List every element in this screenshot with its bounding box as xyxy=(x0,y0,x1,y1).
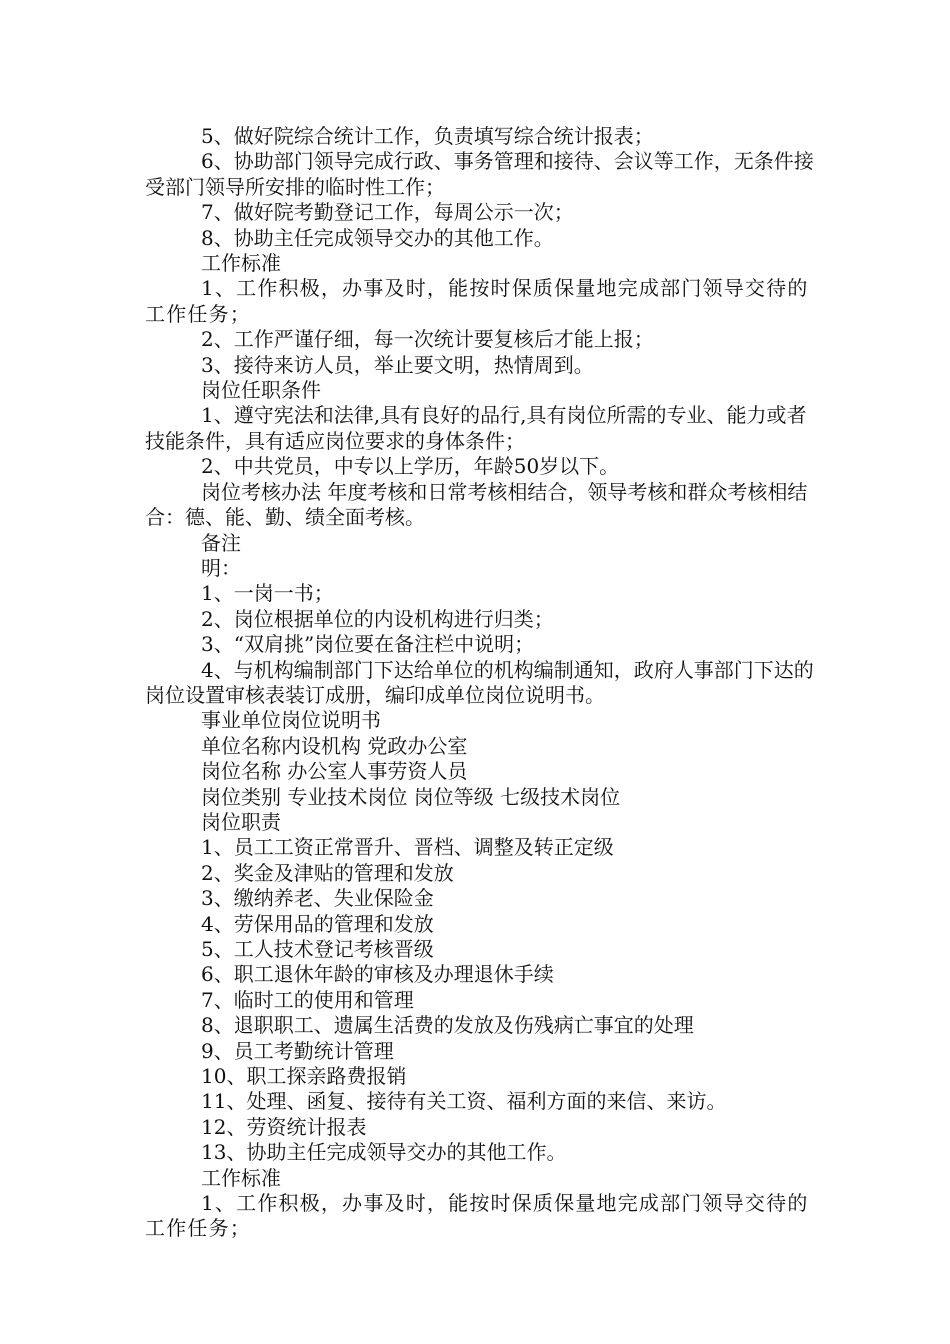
field-position-name: 岗位名称 办公室人事劳资人员 xyxy=(201,759,468,784)
paragraph: 1、遵守宪法和法律,具有良好的品行,具有岗位所需的专业、能力或者技能条件，具有适应岗位要求的身体条件； xyxy=(145,403,807,453)
section-heading: 岗位职责 xyxy=(201,809,281,834)
paragraph: 2、岗位根据单位的内设机构进行归类； xyxy=(201,606,554,631)
paragraph: 6、协助部门领导完成行政、事务管理和接待、会议等工作，无条件接受部门领导所安排的临时性工作； xyxy=(145,149,814,199)
list-item: 8、退职职工、遗属生活费的发放及伤残病亡事宜的处理 xyxy=(201,1013,694,1038)
list-item: 3、缴纳养老、失业保险金 xyxy=(201,886,434,911)
section-heading: 岗位任职条件 xyxy=(201,378,321,403)
paragraph: 岗位考核办法 年度考核和日常考核相结合，领导考核和群众考核相结合：德、能、勤、绩全面考核。 xyxy=(145,479,808,530)
paragraph: 1、一岗一书； xyxy=(201,581,334,606)
paragraph: 明： xyxy=(201,555,241,580)
document-body xyxy=(145,124,815,1242)
document-title: 事业单位岗位说明书 xyxy=(201,708,381,733)
list-item: 10、职工探亲路费报销 xyxy=(201,1064,407,1089)
paragraph: 3、“双肩挑”岗位要在备注栏中说明； xyxy=(201,632,535,657)
list-item: 5、工人技术登记考核晋级 xyxy=(201,937,434,961)
list-item: 6、职工退休年龄的审核及办理退休手续 xyxy=(201,962,554,987)
list-item: 11、处理、函复、接待有关工资、福利方面的来信、来访。 xyxy=(201,1089,727,1114)
list-item: 13、协助主任完成领导交办的其他工作。 xyxy=(201,1140,567,1165)
paragraph: 3、接待来访人员，举止要文明，热情周到。 xyxy=(201,352,594,377)
field-unit-name: 单位名称内设机构 党政办公室 xyxy=(201,733,468,758)
field-position-category: 岗位类别 专业技术岗位 岗位等级 七级技术岗位 xyxy=(201,784,621,809)
section-heading: 备注 xyxy=(201,530,241,555)
paragraph: 7、做好院考勤登记工作，每周公示一次； xyxy=(201,200,574,225)
paragraph: 2、工作严谨仔细，每一次统计要复核后才能上报； xyxy=(201,327,654,352)
list-item: 7、临时工的使用和管理 xyxy=(201,987,414,1012)
list-item: 12、劳资统计报表 xyxy=(201,1114,367,1139)
list-item: 1、员工工资正常晋升、晋档、调整及转正定级 xyxy=(201,835,614,860)
paragraph: 8、协助主任完成领导交办的其他工作。 xyxy=(201,225,554,250)
paragraph: 1、工作积极，办事及时，能按时保质保量地完成部门领导交待的工作任务； xyxy=(145,1191,809,1241)
paragraph: 1、工作积极，办事及时，能按时保质保量地完成部门领导交待的工作任务； xyxy=(145,276,809,326)
paragraph: 5、做好院综合统计工作，负责填写综合统计报表； xyxy=(201,124,654,148)
list-item: 4、劳保用品的管理和发放 xyxy=(201,911,434,936)
list-item: 9、员工考勤统计管理 xyxy=(201,1038,394,1063)
section-heading: 工作标准 xyxy=(201,251,281,276)
paragraph: 2、中共党员，中专以上学历，年龄50岁以下。 xyxy=(201,454,620,479)
list-item: 2、奖金及津贴的管理和发放 xyxy=(201,860,454,885)
paragraph: 4、与机构编制部门下达给单位的机构编制通知，政府人事部门下达的岗位设置审核表装订成册，编印成单位岗位说明书。 xyxy=(145,657,814,707)
section-heading: 工作标准 xyxy=(201,1165,281,1190)
